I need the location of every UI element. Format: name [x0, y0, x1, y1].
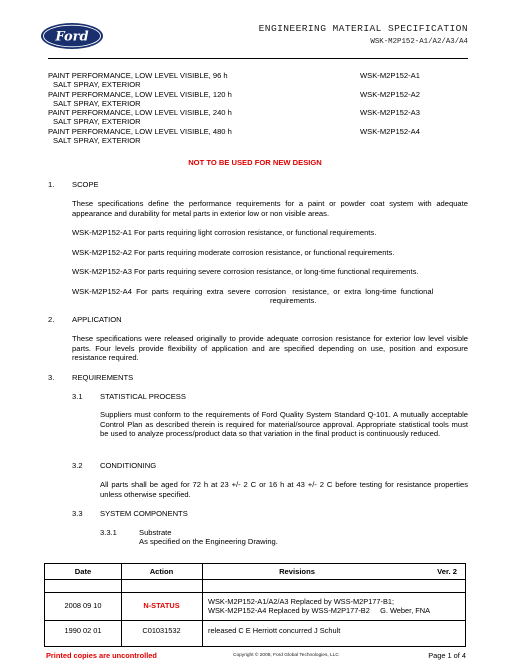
scope-item-a4: WSK-M2P152-A4 For parts requiring extra severe corrosion resistance, or extra long-time functional: [72, 287, 434, 296]
scope-item-a4-continuation: requirements.: [270, 296, 317, 305]
material-item: [48, 108, 468, 127]
copyright-notice: Copyright © 2008, Ford Global Technologies, LLC: [233, 653, 339, 658]
subsection-number: 3.1: [72, 392, 83, 401]
subsection-number: 3.3.1: [100, 528, 117, 537]
material-code: WSK-M2P152-A3: [360, 108, 420, 118]
subsection-heading-substrate: Substrate: [139, 528, 172, 537]
ford-logo: [40, 22, 104, 50]
column-header-date: Date: [74, 567, 92, 576]
logo-text: Ford: [55, 29, 89, 45]
revision-text: released C E Herriott concurred J Schult: [208, 626, 341, 635]
revision-table: [44, 563, 466, 647]
material-list: [48, 71, 468, 145]
section-number: 2.: [48, 315, 55, 324]
spec-code: WSK-M2P152-A1/A2/A3/A4: [370, 38, 468, 46]
revision-action: N-STATUS: [143, 601, 180, 610]
material-subtitle: SALT SPRAY, EXTERIOR: [53, 98, 141, 108]
material-title: PAINT PERFORMANCE, LOW LEVEL VISIBLE, 240 h: [48, 108, 232, 118]
subsection-heading-system-components: SYSTEM COMPONENTS: [100, 509, 188, 518]
revision-action: C01031532: [142, 626, 181, 635]
scope-item-a2: WSK-M2P152-A2 For parts requiring moderate corrosion resistance, or functional requirements.: [72, 248, 395, 257]
material-subtitle: SALT SPRAY, EXTERIOR: [53, 80, 141, 90]
application-text: These specifications were released originally to provide adequate corrosion resistance for exterior low level visible parts. Four levels provide flexibility of application and are specified depending on use, position and exposure resistance required.: [72, 334, 468, 363]
table-divider: [202, 564, 203, 646]
scope-item-a1: WSK-M2P152-A1 For parts requiring light corrosion resistance, or functional requirements.: [72, 228, 377, 237]
spec-title: ENGINEERING MATERIAL SPECIFICATION: [258, 23, 468, 34]
revision-date: 1990 02 01: [64, 626, 102, 635]
header-divider: [48, 58, 468, 59]
section-number: 3.: [48, 373, 55, 382]
scope-intro: These specifications define the performance requirements for a paint or powder coat system with adequate appearance and durability for metal parts in exterior low or non visible areas.: [72, 199, 468, 218]
conditioning-text: All parts shall be aged for 72 h at 23 +/- 2 C or 16 h at 43 +/- 2 C before testing for resistance properties unless otherwise specified.: [100, 480, 468, 499]
table-divider: [45, 579, 465, 580]
material-subtitle: SALT SPRAY, EXTERIOR: [53, 117, 141, 127]
material-item: [48, 127, 468, 146]
revision-text: WSK-M2P152-A1/A2/A3 Replaced by WSS-M2P177-B1;: [208, 597, 395, 606]
material-code: WSK-M2P152-A4: [360, 126, 420, 136]
material-title: PAINT PERFORMANCE, LOW LEVEL VISIBLE, 120 h: [48, 89, 232, 99]
subsection-number: 3.2: [72, 461, 83, 470]
page-number: Page 1 of 4: [428, 651, 466, 660]
scope-item-a3: WSK-M2P152-A3 For parts requiring severe corrosion resistance, or long-time functional requirements.: [72, 267, 419, 276]
revision-date: 2008 09 10: [64, 601, 102, 610]
table-divider: [45, 620, 465, 621]
section-heading-requirements: REQUIREMENTS: [72, 373, 134, 382]
design-notice: NOT TO BE USED FOR NEW DESIGN: [188, 158, 322, 167]
column-header-revisions: Revisions: [279, 567, 315, 576]
uncontrolled-copy-warning: Printed copies are uncontrolled: [46, 651, 157, 660]
material-code: WSK-M2P152-A2: [360, 89, 420, 99]
revision-text: WSK-M2P152-A4 Replaced by WSS-M2P177-B2 G. Weber, FNA: [208, 606, 431, 615]
subsection-heading-statistical-process: STATISTICAL PROCESS: [100, 392, 186, 401]
material-title: PAINT PERFORMANCE, LOW LEVEL VISIBLE, 96 h: [48, 71, 228, 80]
section-number: 1.: [48, 180, 55, 189]
substrate-text: As specified on the Engineering Drawing.: [139, 537, 278, 546]
subsection-heading-conditioning: CONDITIONING: [100, 461, 157, 470]
material-code: WSK-M2P152-A1: [360, 71, 420, 80]
table-divider: [45, 592, 465, 593]
statistical-process-text: Suppliers must conform to the requirements of Ford Quality System Standard Q-101. A mutually acceptable Control Plan as described therein is required for material/source approval. Appropriate statistical tools must be used to analyze process/product data so that variation in the final product is continuously reduced.: [100, 410, 468, 439]
material-title: PAINT PERFORMANCE, LOW LEVEL VISIBLE, 480 h: [48, 126, 232, 136]
section-heading-scope: SCOPE: [72, 180, 99, 189]
subsection-number: 3.3: [72, 509, 83, 518]
section-heading-application: APPLICATION: [72, 315, 122, 324]
material-subtitle: SALT SPRAY, EXTERIOR: [53, 136, 141, 146]
material-item: [48, 71, 468, 90]
column-header-action: Action: [149, 567, 174, 576]
material-item: [48, 90, 468, 109]
version-label: Ver. 2: [437, 567, 457, 576]
